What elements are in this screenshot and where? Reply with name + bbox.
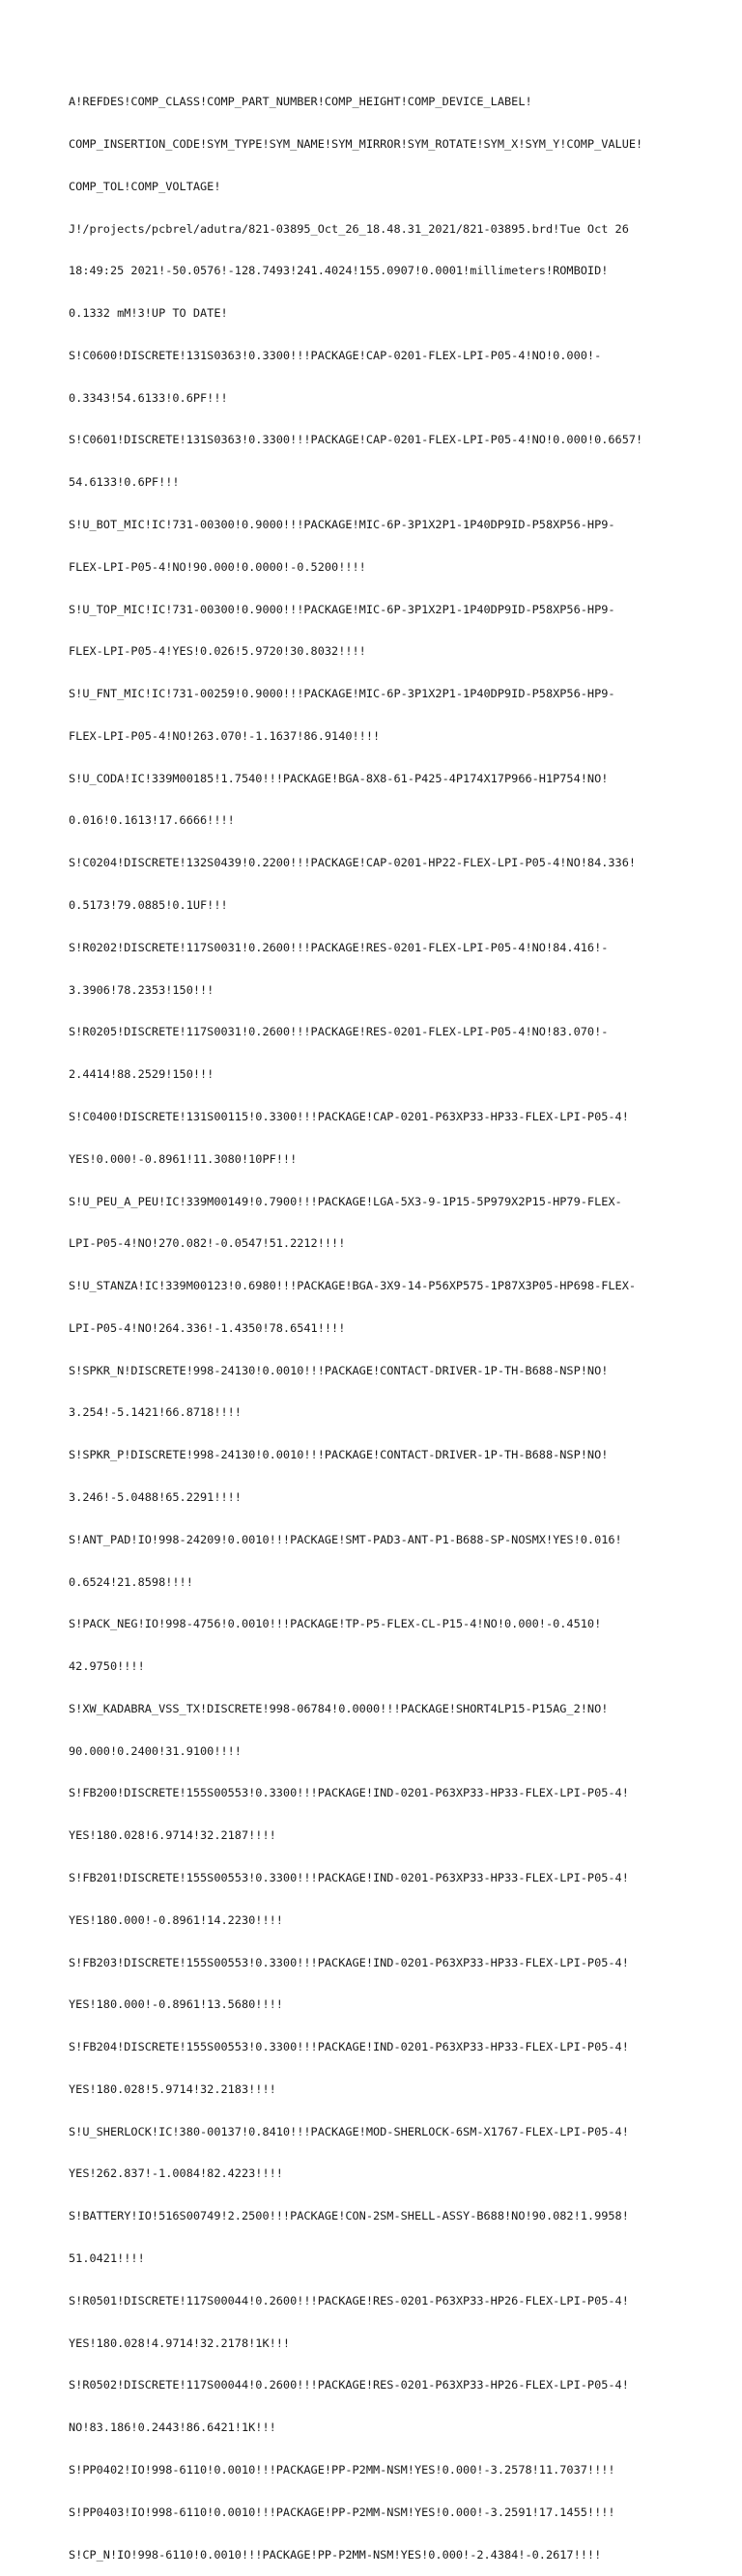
report-line: 2.4414!88.2529!150!!! xyxy=(69,1067,214,1082)
report-line: FLEX-LPI-P05-4!YES!0.026!5.9720!30.8032!!!! xyxy=(69,644,366,659)
report-line: YES!262.837!-1.0084!82.4223!!!! xyxy=(69,2166,283,2181)
report-line: S!U_STANZA!IC!339M00123!0.6980!!!PACKAGE!BGA-3X9-14-P56XP575-1P87X3P05-HP698-FLEX- xyxy=(69,1279,637,1293)
report-line: LPI-P05-4!NO!264.336!-1.4350!78.6541!!!! xyxy=(69,1320,346,1335)
report-line: S!R0501!DISCRETE!117S00044!0.2600!!!PACKAGE!RES-0201-P63XP33-HP26-FLEX-LPI-P05-4! xyxy=(69,2293,629,2307)
report-line: 3.246!-5.0488!65.2291!!!! xyxy=(69,1489,242,1504)
report-line: S!U_PEU_A_PEU!IC!339M00149!0.7900!!!PACKAGE!LGA-5X3-9-1P15-5P979X2P15-HP79-FLEX- xyxy=(69,1194,622,1208)
report-line: A!REFDES!COMP_CLASS!COMP_PART_NUMBER!COMP_HEIGHT!COMP_DEVICE_LABEL! xyxy=(69,95,532,109)
report-line: YES!0.000!-0.8961!11.3080!10PF!!! xyxy=(69,1151,298,1166)
report-line: S!FB203!DISCRETE!155S00553!0.3300!!!PACKAGE!IND-0201-P63XP33-HP33-FLEX-LPI-P05-4! xyxy=(69,1955,629,1969)
report-line: S!C0601!DISCRETE!131S0363!0.3300!!!PACKAGE!CAP-0201-FLEX-LPI-P05-4!NO!0.000!0.6657! xyxy=(69,433,643,447)
report-line: S!R0502!DISCRETE!117S00044!0.2600!!!PACKAGE!RES-0201-P63XP33-HP26-FLEX-LPI-P05-4! xyxy=(69,2378,629,2392)
report-line: S!C0600!DISCRETE!131S0363!0.3300!!!PACKAGE!CAP-0201-FLEX-LPI-P05-4!NO!0.000!- xyxy=(69,348,602,362)
component-report-text xyxy=(69,67,687,2576)
report-line: LPI-P05-4!NO!270.082!-0.0547!51.2212!!!! xyxy=(69,1236,346,1251)
report-line: YES!180.028!6.9714!32.2187!!!! xyxy=(69,1828,276,1843)
report-line: FLEX-LPI-P05-4!NO!263.070!-1.1637!86.9140!!!! xyxy=(69,728,381,743)
report-line: 54.6133!0.6PF!!! xyxy=(69,475,180,490)
report-line: 3.3906!78.2353!150!!! xyxy=(69,982,214,997)
report-line: YES!180.028!5.9714!32.2183!!!! xyxy=(69,2081,276,2096)
report-line: S!R0202!DISCRETE!117S0031!0.2600!!!PACKAGE!RES-0201-FLEX-LPI-P05-4!NO!84.416!- xyxy=(69,940,609,954)
report-line: YES!180.028!4.9714!32.2178!1K!!! xyxy=(69,2335,291,2350)
report-line: S!CP_N!IO!998-6110!0.0010!!!PACKAGE!PP-P2MM-NSM!YES!0.000!-2.4384!-0.2617!!!! xyxy=(69,2547,602,2562)
report-line: S!FB200!DISCRETE!155S00553!0.3300!!!PACKAGE!IND-0201-P63XP33-HP33-FLEX-LPI-P05-4! xyxy=(69,1786,629,1800)
report-line: S!ANT_PAD!IO!998-24209!0.0010!!!PACKAGE!SMT-PAD3-ANT-P1-B688-SP-NOSMX!YES!0.016! xyxy=(69,1532,622,1546)
report-line: S!PP0403!IO!998-6110!0.0010!!!PACKAGE!PP-P2MM-NSM!YES!0.000!-3.2591!17.1455!!!! xyxy=(69,2505,615,2519)
report-line: S!FB201!DISCRETE!155S00553!0.3300!!!PACKAGE!IND-0201-P63XP33-HP33-FLEX-LPI-P05-4! xyxy=(69,1871,629,1884)
report-line: FLEX-LPI-P05-4!NO!90.000!0.0000!-0.5200!!!! xyxy=(69,559,366,574)
report-line: 18:49:25 2021!-50.0576!-128.7493!241.4024!155.0907!0.0001!millimeters!ROMBOID! xyxy=(69,264,609,278)
report-line: S!U_BOT_MIC!IC!731-00300!0.9000!!!PACKAGE!MIC-6P-3P1X2P1-1P40DP9ID-P58XP56-HP9- xyxy=(69,518,615,531)
report-line: 0.6524!21.8598!!!! xyxy=(69,1574,193,1589)
report-line: S!C0204!DISCRETE!132S0439!0.2200!!!PACKAGE!CAP-0201-HP22-FLEX-LPI-P05-4!NO!84.336! xyxy=(69,856,637,870)
report-line: S!SPKR_N!DISCRETE!998-24130!0.0010!!!PACKAGE!CONTACT-DRIVER-1P-TH-B688-NSP!NO! xyxy=(69,1363,609,1377)
report-line: 0.1332 mM!3!UP TO DATE! xyxy=(69,306,228,321)
report-line: S!U_CODA!IC!339M00185!1.7540!!!PACKAGE!BGA-8X8-61-P425-4P174X17P966-H1P754!NO! xyxy=(69,771,609,785)
report-line: COMP_INSERTION_CODE!SYM_TYPE!SYM_NAME!SYM_MIRROR!SYM_ROTATE!SYM_X!SYM_Y!COMP_VALUE! xyxy=(69,136,643,151)
report-line: S!U_SHERLOCK!IC!380-00137!0.8410!!!PACKAGE!MOD-SHERLOCK-6SM-X1767-FLEX-LPI-P05-4! xyxy=(69,2124,629,2138)
report-line: 3.254!-5.1421!66.8718!!!! xyxy=(69,1405,242,1420)
report-line: S!XW_KADABRA_VSS_TX!DISCRETE!998-06784!0.0000!!!PACKAGE!SHORT4LP15-P15AG_2!NO! xyxy=(69,1701,609,1715)
report-line: YES!180.000!-0.8961!13.5680!!!! xyxy=(69,1997,283,2012)
report-line: S!PACK_NEG!IO!998-4756!0.0010!!!PACKAGE!TP-P5-FLEX-CL-P15-4!NO!0.000!-0.4510! xyxy=(69,1617,602,1631)
report-line: S!PP0402!IO!998-6110!0.0010!!!PACKAGE!PP-P2MM-NSM!YES!0.000!-3.2578!11.7037!!!! xyxy=(69,2462,615,2477)
report-line: 90.000!0.2400!31.9100!!!! xyxy=(69,1743,242,1758)
report-line: S!BATTERY!IO!516S00749!2.2500!!!PACKAGE!CON-2SM-SHELL-ASSY-B688!NO!90.082!1.9958! xyxy=(69,2209,629,2223)
report-line: 0.5173!79.0885!0.1UF!!! xyxy=(69,898,228,913)
report-line: S!SPKR_P!DISCRETE!998-24130!0.0010!!!PACKAGE!CONTACT-DRIVER-1P-TH-B688-NSP!NO! xyxy=(69,1448,609,1462)
report-line: S!FB204!DISCRETE!155S00553!0.3300!!!PACKAGE!IND-0201-P63XP33-HP33-FLEX-LPI-P05-4! xyxy=(69,2040,629,2054)
report-line: YES!180.000!-0.8961!14.2230!!!! xyxy=(69,1912,283,1927)
report-line: 42.9750!!!! xyxy=(69,1659,145,1674)
report-line: COMP_TOL!COMP_VOLTAGE! xyxy=(69,179,221,193)
report-line: S!U_FNT_MIC!IC!731-00259!0.9000!!!PACKAGE!MIC-6P-3P1X2P1-1P40DP9ID-P58XP56-HP9- xyxy=(69,687,615,701)
report-line: J!/projects/pcbrel/adutra/821-03895_Oct_26_18.48.31_2021/821-03895.brd!Tue Oct 26 xyxy=(69,221,629,236)
report-line: 51.0421!!!! xyxy=(69,2251,145,2266)
report-line: S!R0205!DISCRETE!117S0031!0.2600!!!PACKAGE!RES-0201-FLEX-LPI-P05-4!NO!83.070!- xyxy=(69,1025,609,1039)
report-line: 0.3343!54.6133!0.6PF!!! xyxy=(69,390,228,405)
report-line: 0.016!0.1613!17.6666!!!! xyxy=(69,813,235,828)
report-line: NO!83.186!0.2443!86.6421!1K!!! xyxy=(69,2420,276,2435)
report-line: S!U_TOP_MIC!IC!731-00300!0.9000!!!PACKAGE!MIC-6P-3P1X2P1-1P40DP9ID-P58XP56-HP9- xyxy=(69,602,615,616)
report-line: S!C0400!DISCRETE!131S00115!0.3300!!!PACKAGE!CAP-0201-P63XP33-HP33-FLEX-LPI-P05-4! xyxy=(69,1109,629,1123)
